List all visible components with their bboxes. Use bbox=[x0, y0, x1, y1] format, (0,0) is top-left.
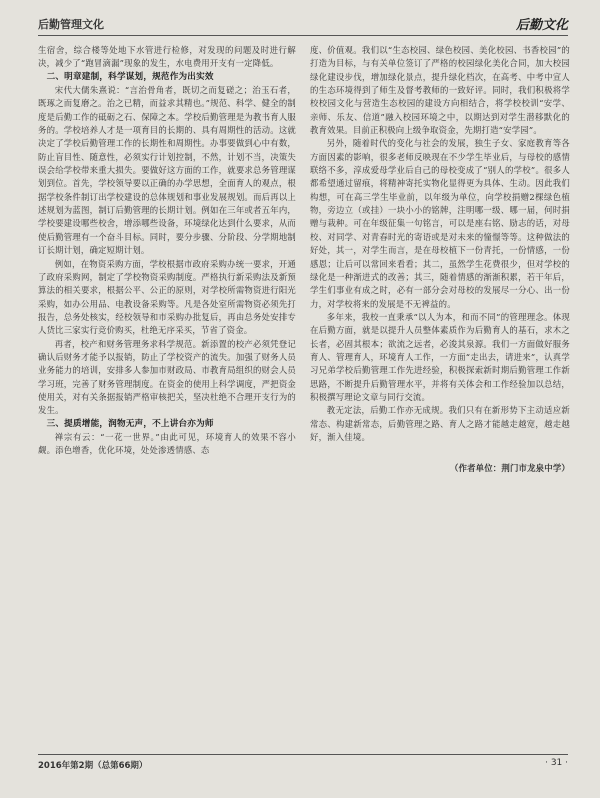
paragraph: 生宿舍，综合楼等处地下水管进行检修，对发现的问题及时进行解决，减少了“跑冒滴漏”现象的发生，水电费用开支有一定降低。 bbox=[38, 45, 296, 69]
paragraph: 例如，在物资采购方面，学校根据市政府采购办统一要求，开通了政府采购网，制定了学校物资采购制度。严格执行新采购法及新预算法的相关要求，根据公平、公正的原则，对学校所需物资进行阳光采购，如办公用品、电教设备采购等。凡是各处室所需物资必须先打报告，总务处核实，经校领导和市采购办批复后，再由总务处安排专人货比三家实行竞价购买，杜绝无序采买，节省了资金。 bbox=[38, 258, 296, 336]
section-heading: 三、提质增能，润物无声，不上讲台亦为师 bbox=[46, 418, 214, 429]
journal-logo: 后勤文化 bbox=[515, 18, 568, 33]
right-column bbox=[310, 44, 570, 476]
paragraph: 教无定法，后勤工作亦无成规。我们只有在新形势下主动适应新常态、构建新常态，后勤管理之路、育人之路才能越走越宽，越走越好，渐入佳境。 bbox=[310, 405, 570, 442]
paragraph: 宋代大儒朱熹说：“言治骨角者，既切之而复磋之；治玉石者，既琢之而复磨之。治之已精，而益求其精也。”规范、科学、健全的制度是后勤工作的砥砺之石、保障之本。学校后勤管理是为教书育人服务的。学校培养人才是一项育目的长期的、具有周期性的活动。这就决定了学校后勤管理工作的长期性和周期性。办事要做到心中有数，防止盲目性、随意性，必须实行计划控制，不然，计划不当，决策失误会给学校带来重大损失。要做好这方面的工作，就要求总务管理谋划到位。首先，学校领导要以正确的办学思想，全面育人的观点，根据学校条件制订出学校建设的总体规划和事业发展规划。而后再以上述规划为蓝图，制订后勤管理的长期计划。例如在三年或者五年内，学校要建设哪些校舍，增添哪些设备，环境绿化达到什么要求，从而使后勤管理有一个奋斗目标。同时，要分步骤、分阶段、分学期地制订长期计划，确定短期计划。 bbox=[38, 85, 296, 256]
paragraph: 多年来，我校一直秉承“以人为本，和而不同”的管理理念。体现在后勤方面，就是以提升人员整体素质作为后勤育人的基石，求木之长者，必固其根本；欲流之远者，必浚其泉源。我们一方面做好服务育人、管理育人，环境育人工作，一方面“走出去，请进来”，认真学习兄弟学校后勤管理工作先进经验，积极探索新时期后勤管理工作新思路，不断提升后勤管理水平，并将有关体会和工作经验加以总结，积极撰写理论文章与同行交流。 bbox=[310, 311, 570, 402]
section-heading: 二、明章建制，科学谋划，规范作为出实效 bbox=[46, 71, 214, 82]
author-affiliation: （作者单位：荆门市龙泉中学） bbox=[449, 463, 570, 474]
paragraph: 禅宗有云：“一花一世界。”由此可见，环境育人的效果不容小觑。添色增香，优化环境，处处渗透情感、态 bbox=[38, 431, 296, 456]
page-number: · 31 · bbox=[545, 758, 568, 768]
left-column bbox=[38, 44, 296, 458]
paragraph: 再者，校产和财务管理务求科学规范。新添置的校产必须凭登记确认后财务才能予以报销，防止了学校资产的流失。加强了财务人员业务能力的培训，安排多人参加市财政局、市教育局组织的财会人员学习班，完善了财务管理制度。在资金的使用上科学调度，严把资金使用关，对有关条据报销严格审核把关，坚决杜绝不合理开支行为的发生。 bbox=[38, 338, 296, 416]
page-footer bbox=[38, 754, 568, 772]
paragraph: 度、价值观。我们以“生态校园、绿色校园、美化校园、书香校园”的打造为目标，与有关单位签订了严格的校园绿化美化合同，加大校园绿化建设步伐，增加绿化景点，提升绿化档次，在高考、中考中宣人的生态环境得到了师生及督考教师的一致好评。同时，我们积极将学校校园文化与营造生态校园的建设方向相结合，将学校校训“安学、亲师、乐友、信道”融入校园环境之中，以期达到对学生潜移默化的教育效果。目前正积极向上级争取资金，先期打造“安学园”。 bbox=[310, 45, 570, 136]
paragraph: 另外，随着时代的变化与社会的发展，独生子女、家庭教育等各方面因素的影响，很多老师反映现在不少学生毕业后，与母校的感情联络不多，淳成爱母学业后自己的母校变成了“别人的学校”。很多人都希望通过留痕，将精神寄托实物化显得更为具体、生动。因此我们构想，可在高三学生毕业前，以年级为单位，向学校捐赠2棵绿色植物，旁边立（或挂）一块小小的铭牌，注明哪一级、哪一届，何时捐赠与栽种。可在年级征集一句铭言，可以是座右铭、励志的话，对母校、对同学、对青春时光的寄语或是对未来的憧憬等等。这种做法的好处，其一，对学生而言，是在母校植下一份青托，一份情感，一份感恩；让后可以常回来看看；其二，虽然学生花费很少，但对学校的绿化是一种渐进式的改善；其三，随着情感的渐渐积累，若干年后，学生们事业有成之时，必有一部分会对母校的发展尽一分心、出一份力，对学校将来的发展是不无裨益的。 bbox=[310, 138, 570, 309]
issue-info: 2016年第2期（总第66期） bbox=[38, 761, 148, 771]
page-header bbox=[38, 14, 568, 36]
section-title: 后勤管理文化 bbox=[38, 18, 104, 31]
